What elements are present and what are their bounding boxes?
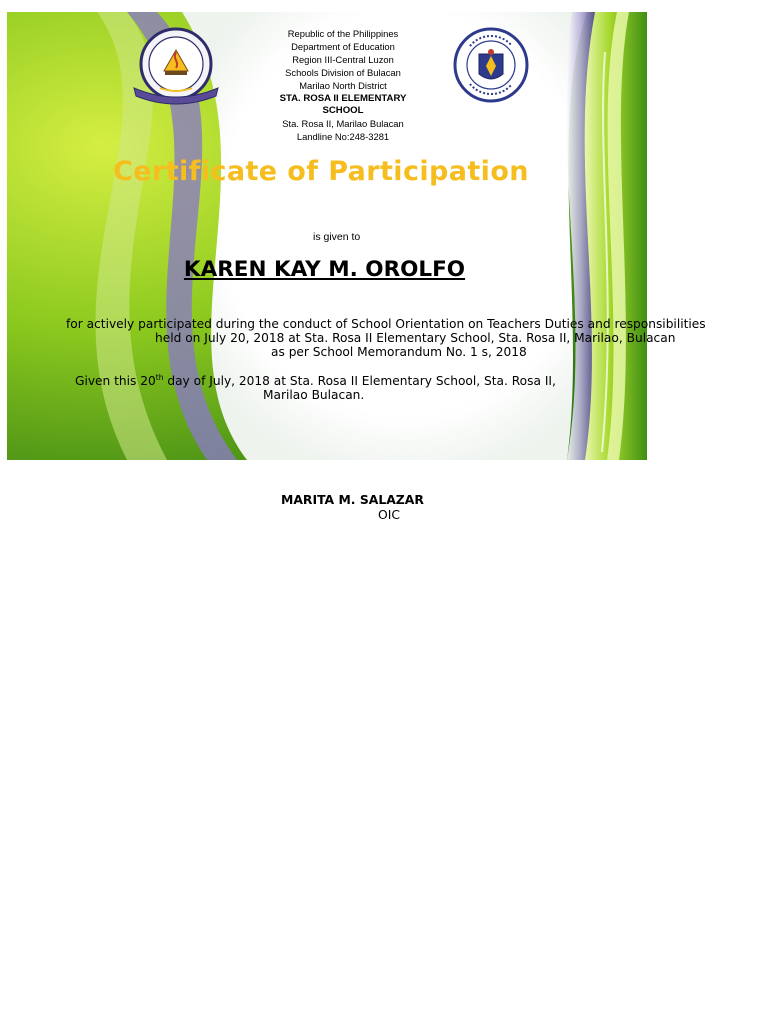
header-school-name: STA. ROSA II ELEMENTARY SCHOOL [279, 92, 407, 117]
school-seal-icon [130, 26, 222, 108]
deped-seal-icon [452, 26, 530, 104]
header-landline: Landline No:248-3281 [296, 131, 390, 143]
header-region: Region III-Central Luzon [292, 53, 394, 65]
header-department: Department of Education [291, 40, 395, 52]
citation-line-1: for actively participated during the conduct of School Orientation on Teachers Duties and responsibilities [66, 317, 706, 331]
header-country: Republic of the Philippines [287, 28, 399, 39]
header-division: Schools Division of Bulacan [285, 66, 401, 78]
letterhead [262, 28, 424, 144]
header-district: Marilao North District [299, 79, 387, 91]
citation-line-3: as per School Memorandum No. 1 s, 2018 [271, 345, 527, 359]
given-location-line: Marilao Bulacan. [263, 388, 365, 402]
header-address: Sta. Rosa II, Marilao Bulacan [282, 118, 404, 130]
recipient-name: KAREN KAY M. OROLFO [183, 257, 466, 282]
certificate-title: Certificate of Participation [113, 156, 529, 187]
given-to-label: is given to [313, 231, 361, 243]
signatory-title: OIC [378, 507, 401, 522]
signatory-name: MARITA M. SALAZAR [281, 492, 424, 507]
given-date-prefix: Given this 20 [75, 374, 156, 388]
given-date-line [75, 374, 556, 389]
given-date-ordinal: th [155, 373, 164, 382]
citation-line-2: held on July 20, 2018 at Sta. Rosa II Elementary School, Sta. Rosa II, Marilao, Bulacan [155, 331, 676, 345]
given-date-rest: day of July, 2018 at Sta. Rosa II Elementary School, Sta. Rosa II, [163, 374, 556, 388]
